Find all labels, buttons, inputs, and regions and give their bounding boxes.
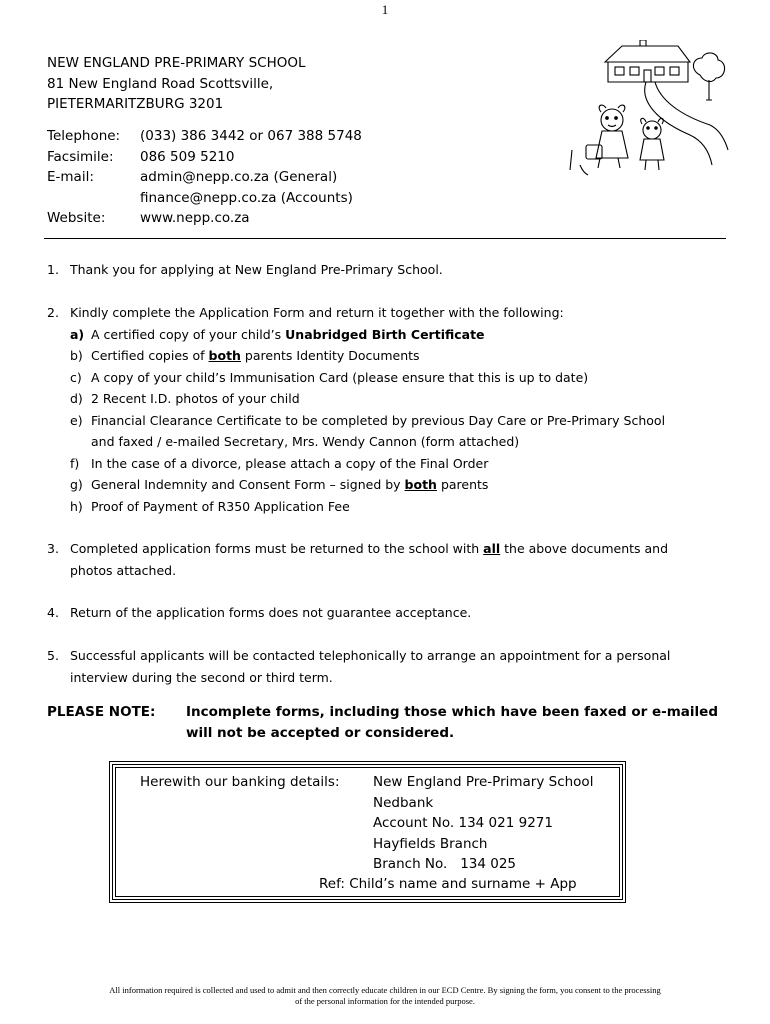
children-drawing: [570, 105, 664, 175]
contact-label: [47, 188, 140, 209]
list-item-4: [47, 602, 727, 624]
item-text: Kindly complete the Application Form and return it together with the following:: [70, 305, 564, 320]
school-address-line-2: PIETERMARITZBURG 3201: [47, 96, 224, 112]
list-item-3: 3. Completed application forms must be returned to the school with all the above documents and photos attached.: [47, 538, 727, 581]
item-number: 3.: [47, 541, 59, 556]
requirement-h: h) Proof of Payment of R350 Application Fee: [70, 498, 350, 514]
list-item-1: [47, 259, 727, 281]
contact-value: (033) 386 3442 or 067 388 5748: [140, 128, 362, 144]
bank-name: Nedbank: [373, 794, 434, 811]
bank-branch: Hayfields Branch: [373, 835, 488, 852]
contact-value: www.nepp.co.za: [140, 210, 250, 226]
contact-label: Website:: [47, 210, 106, 226]
payment-reference: Ref: Child’s name and surname + App: [319, 876, 577, 892]
privacy-footer: All information required is collected and used to admit and then correctly educate children in our ECD Centre. By signing the form, you consent to the processing of the personal information for the intended purpose.: [109, 985, 661, 1006]
bank-account-number: Account No. 134 021 9271: [373, 815, 553, 831]
contact-value: 086 509 5210: [140, 148, 235, 165]
contact-label: Telephone:: [47, 128, 121, 144]
note-label: PLEASE NOTE:: [47, 704, 156, 720]
requirement-b: b) Certified copies of both parents Identity Documents: [70, 348, 420, 363]
list-item-5: 5. Successful applicants will be contacted telephonically to arrange an appointment for a personal interview during the second or third term.: [47, 645, 727, 688]
requirement-a: a) A certified copy of your child’s Unabridged Birth Certificate: [70, 326, 485, 342]
item-number: 5.: [47, 648, 59, 663]
requirement-e: e) Financial Clearance Certificate to be completed by previous Day Care or Pre-Primary School and faxed / e-mailed Secretary, Mrs. Wendy Cannon (form attached): [70, 412, 666, 449]
contact-value: admin@nepp.co.za (General): [140, 169, 338, 185]
header-divider: [44, 238, 726, 239]
contact-value: finance@nepp.co.za (Accounts): [140, 189, 353, 206]
contact-details: [47, 126, 362, 229]
list-item-2: [47, 302, 727, 517]
bank-account-name: New England Pre-Primary School: [373, 774, 594, 790]
item-number: 4.: [47, 605, 59, 620]
requirement-g: g) General Indemnity and Consent Form – signed by both parents: [70, 477, 489, 492]
school-header: [47, 53, 306, 115]
bank-branch-number: Branch No. 134 025: [373, 856, 517, 872]
contact-label: E-mail:: [47, 169, 94, 185]
contact-row-email-accounts: [47, 188, 362, 209]
school-house-drawing: [605, 40, 690, 82]
contact-row-facsimile: [47, 147, 362, 168]
item-number: 2.: [47, 305, 59, 320]
school-name: NEW ENGLAND PRE-PRIMARY SCHOOL: [47, 55, 306, 71]
note-text: Incomplete forms, including those which have been faxed or e-mailed will not be accepted or considered.: [186, 704, 718, 741]
item-number: 1.: [47, 262, 59, 277]
item-text: Return of the application forms does not guarantee acceptance.: [70, 605, 472, 620]
contact-label: Facsimile:: [47, 148, 114, 165]
item-text: Thank you for applying at New England Pre-Primary School.: [70, 262, 443, 277]
contact-row-telephone: [47, 126, 362, 147]
school-illustration: [560, 40, 730, 180]
contact-row-email: [47, 167, 362, 188]
banking-details-box: [109, 761, 626, 903]
requirement-c: c) A copy of your child’s Immunisation Card (please ensure that this is up to date): [70, 369, 589, 385]
requirement-f: f) In the case of a divorce, please attach a copy of the Final Order: [70, 455, 489, 471]
tree-drawing: [693, 53, 724, 100]
requirement-d: d) 2 Recent I.D. photos of your child: [70, 391, 300, 406]
contact-row-website: [47, 208, 362, 229]
page-number: 1: [381, 2, 389, 17]
banking-lines: [373, 772, 593, 875]
school-address-line-1: 81 New England Road Scottsville,: [47, 75, 274, 92]
banking-label: Herewith our banking details:: [140, 774, 340, 790]
